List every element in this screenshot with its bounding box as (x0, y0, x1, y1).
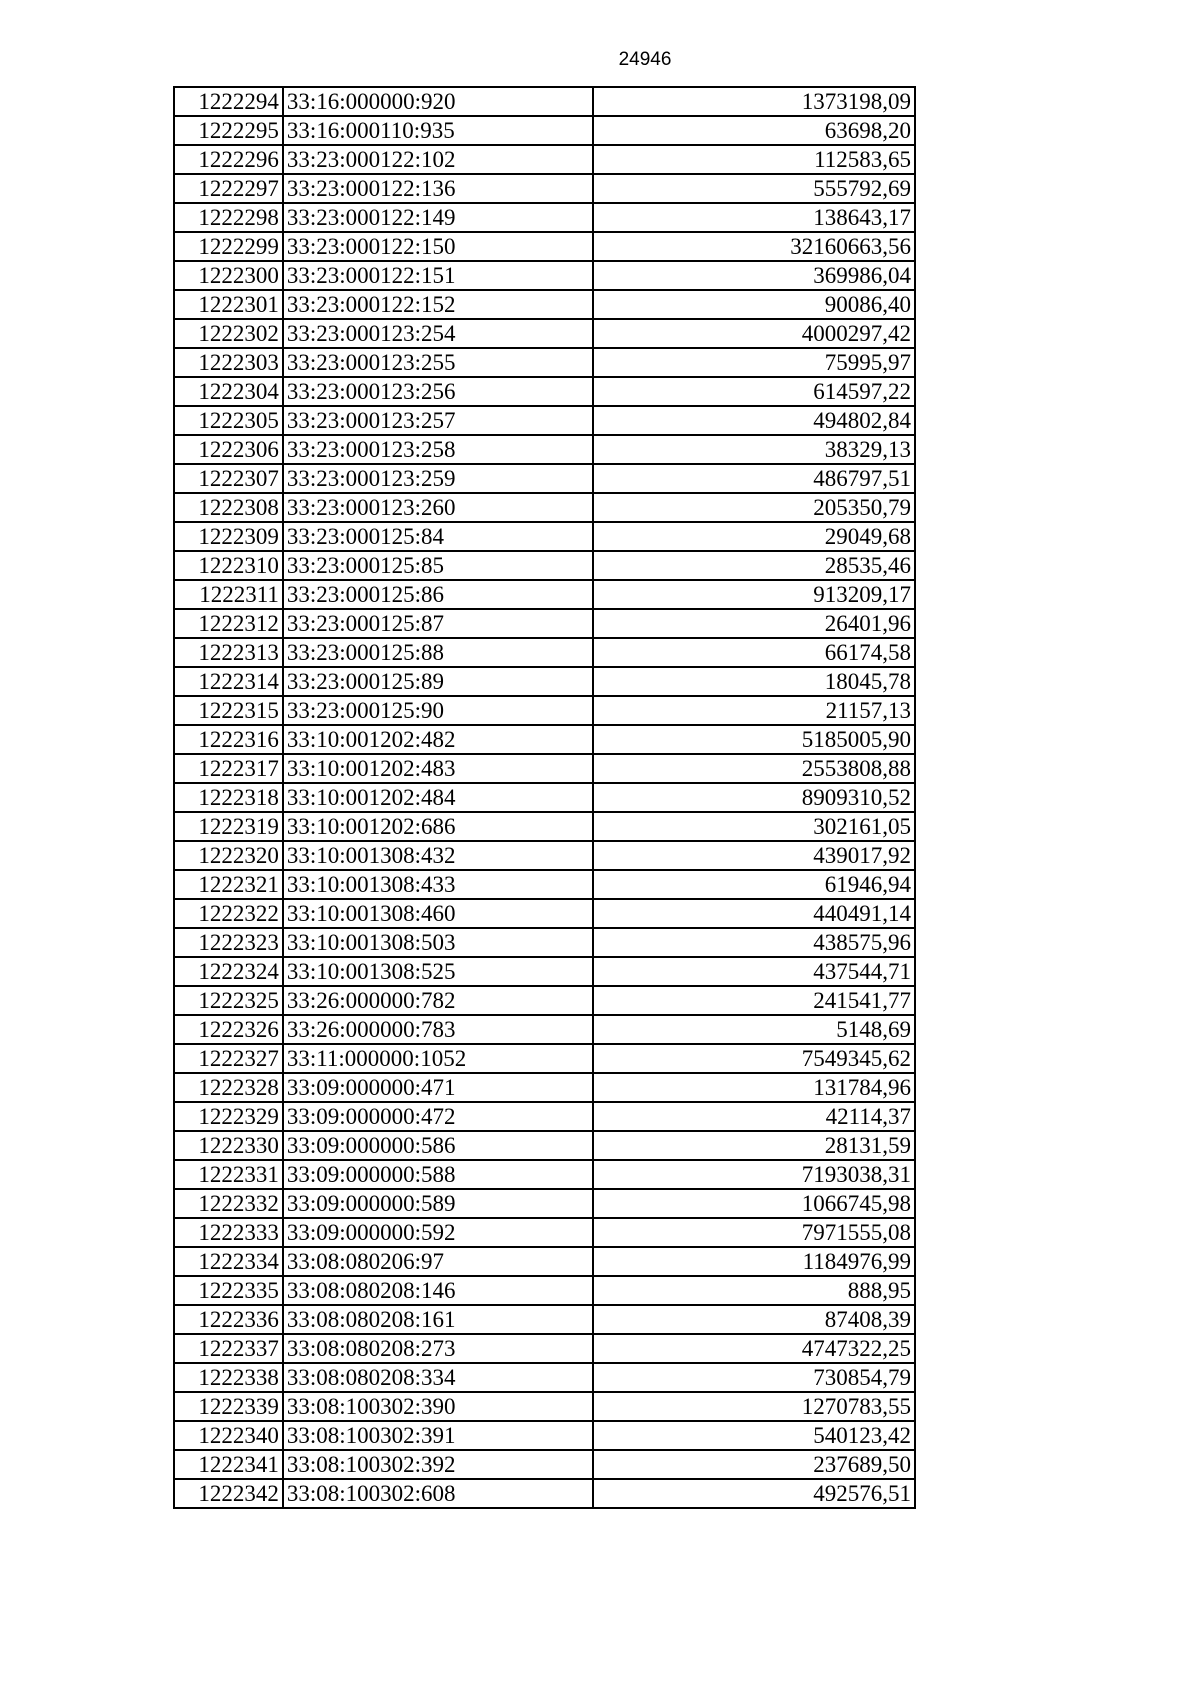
table-row (174, 638, 915, 667)
cadastral-value-table (173, 86, 916, 1509)
cadastral-number-cell: 33:23:000122:151 (283, 261, 594, 290)
row-id-cell: 1222336 (174, 1305, 283, 1334)
table-row (174, 986, 915, 1015)
table-body (174, 87, 915, 1508)
row-id-cell: 1222321 (174, 870, 283, 899)
row-id-cell: 1222299 (174, 232, 283, 261)
page-number: 24946 (618, 49, 672, 70)
cadastral-number-cell: 33:16:000000:920 (283, 87, 594, 116)
row-id-cell: 1222305 (174, 406, 283, 435)
table-row (174, 493, 915, 522)
cadastral-number-cell: 33:23:000122:152 (283, 290, 594, 319)
row-id-cell: 1222315 (174, 696, 283, 725)
table-row (174, 1218, 915, 1247)
cadastral-number-cell: 33:10:001308:460 (283, 899, 594, 928)
table-row (174, 1015, 915, 1044)
row-id-cell: 1222297 (174, 174, 283, 203)
row-id-cell: 1222331 (174, 1160, 283, 1189)
row-id-cell: 1222306 (174, 435, 283, 464)
cadastral-value-cell: 7971555,08 (593, 1218, 915, 1247)
cadastral-number-cell: 33:10:001308:433 (283, 870, 594, 899)
cadastral-value-cell: 369986,04 (593, 261, 915, 290)
row-id-cell: 1222298 (174, 203, 283, 232)
cadastral-value-cell: 32160663,56 (593, 232, 915, 261)
cadastral-value-cell: 4000297,42 (593, 319, 915, 348)
cadastral-number-cell: 33:26:000000:783 (283, 1015, 594, 1044)
table-row (174, 290, 915, 319)
cadastral-value-cell: 492576,51 (593, 1479, 915, 1508)
table-row (174, 435, 915, 464)
row-id-cell: 1222337 (174, 1334, 283, 1363)
table-row (174, 87, 915, 116)
table-row (174, 1044, 915, 1073)
table-row (174, 348, 915, 377)
table-row (174, 174, 915, 203)
cadastral-value-cell: 75995,97 (593, 348, 915, 377)
table-row (174, 812, 915, 841)
row-id-cell: 1222327 (174, 1044, 283, 1073)
table-row (174, 1073, 915, 1102)
table-row (174, 1247, 915, 1276)
table-row (174, 899, 915, 928)
table-row (174, 1305, 915, 1334)
row-id-cell: 1222308 (174, 493, 283, 522)
cadastral-number-cell: 33:23:000122:136 (283, 174, 594, 203)
row-id-cell: 1222295 (174, 116, 283, 145)
table-row (174, 1276, 915, 1305)
table-row (174, 145, 915, 174)
cadastral-value-cell: 61946,94 (593, 870, 915, 899)
row-id-cell: 1222301 (174, 290, 283, 319)
cadastral-number-cell: 33:23:000125:89 (283, 667, 594, 696)
cadastral-number-cell: 33:10:001202:686 (283, 812, 594, 841)
row-id-cell: 1222340 (174, 1421, 283, 1450)
table-row (174, 957, 915, 986)
cadastral-value-cell: 90086,40 (593, 290, 915, 319)
row-id-cell: 1222310 (174, 551, 283, 580)
cadastral-number-cell: 33:23:000125:84 (283, 522, 594, 551)
cadastral-value-cell: 438575,96 (593, 928, 915, 957)
row-id-cell: 1222317 (174, 754, 283, 783)
row-id-cell: 1222328 (174, 1073, 283, 1102)
cadastral-value-cell: 7193038,31 (593, 1160, 915, 1189)
cadastral-value-cell: 205350,79 (593, 493, 915, 522)
cadastral-value-cell: 1066745,98 (593, 1189, 915, 1218)
row-id-cell: 1222302 (174, 319, 283, 348)
table-row (174, 464, 915, 493)
table-row (174, 1102, 915, 1131)
row-id-cell: 1222333 (174, 1218, 283, 1247)
row-id-cell: 1222334 (174, 1247, 283, 1276)
cadastral-number-cell: 33:23:000125:87 (283, 609, 594, 638)
table-row (174, 1160, 915, 1189)
cadastral-number-cell: 33:23:000123:256 (283, 377, 594, 406)
cadastral-number-cell: 33:23:000125:90 (283, 696, 594, 725)
cadastral-value-cell: 4747322,25 (593, 1334, 915, 1363)
table-row (174, 551, 915, 580)
cadastral-number-cell: 33:10:001202:482 (283, 725, 594, 754)
cadastral-number-cell: 33:23:000122:102 (283, 145, 594, 174)
table-row (174, 522, 915, 551)
row-id-cell: 1222304 (174, 377, 283, 406)
cadastral-value-cell: 21157,13 (593, 696, 915, 725)
cadastral-value-cell: 302161,05 (593, 812, 915, 841)
cadastral-value-cell: 5185005,90 (593, 725, 915, 754)
table-row (174, 377, 915, 406)
cadastral-number-cell: 33:23:000125:85 (283, 551, 594, 580)
row-id-cell: 1222316 (174, 725, 283, 754)
cadastral-number-cell: 33:23:000122:150 (283, 232, 594, 261)
cadastral-value-cell: 1270783,55 (593, 1392, 915, 1421)
table-row (174, 116, 915, 145)
table-row (174, 696, 915, 725)
row-id-cell: 1222326 (174, 1015, 283, 1044)
table-row (174, 580, 915, 609)
row-id-cell: 1222329 (174, 1102, 283, 1131)
table-row (174, 783, 915, 812)
cadastral-value-cell: 2553808,88 (593, 754, 915, 783)
cadastral-number-cell: 33:09:000000:588 (283, 1160, 594, 1189)
cadastral-value-cell: 42114,37 (593, 1102, 915, 1131)
row-id-cell: 1222339 (174, 1392, 283, 1421)
cadastral-number-cell: 33:23:000123:254 (283, 319, 594, 348)
cadastral-value-cell: 63698,20 (593, 116, 915, 145)
cadastral-number-cell: 33:11:000000:1052 (283, 1044, 594, 1073)
table-row (174, 1392, 915, 1421)
table-row (174, 1363, 915, 1392)
row-id-cell: 1222313 (174, 638, 283, 667)
cadastral-number-cell: 33:09:000000:592 (283, 1218, 594, 1247)
cadastral-number-cell: 33:08:080208:334 (283, 1363, 594, 1392)
table-row (174, 667, 915, 696)
row-id-cell: 1222312 (174, 609, 283, 638)
row-id-cell: 1222318 (174, 783, 283, 812)
cadastral-value-cell: 28131,59 (593, 1131, 915, 1160)
row-id-cell: 1222325 (174, 986, 283, 1015)
cadastral-value-cell: 26401,96 (593, 609, 915, 638)
cadastral-value-cell: 38329,13 (593, 435, 915, 464)
cadastral-number-cell: 33:09:000000:471 (283, 1073, 594, 1102)
row-id-cell: 1222300 (174, 261, 283, 290)
cadastral-value-cell: 1373198,09 (593, 87, 915, 116)
cadastral-value-cell: 29049,68 (593, 522, 915, 551)
row-id-cell: 1222330 (174, 1131, 283, 1160)
cadastral-number-cell: 33:10:001308:503 (283, 928, 594, 957)
cadastral-value-cell: 1184976,99 (593, 1247, 915, 1276)
cadastral-value-cell: 112583,65 (593, 145, 915, 174)
cadastral-value-cell: 888,95 (593, 1276, 915, 1305)
cadastral-value-cell: 8909310,52 (593, 783, 915, 812)
cadastral-number-cell: 33:23:000123:259 (283, 464, 594, 493)
cadastral-number-cell: 33:23:000123:258 (283, 435, 594, 464)
cadastral-number-cell: 33:10:001308:432 (283, 841, 594, 870)
row-id-cell: 1222341 (174, 1450, 283, 1479)
row-id-cell: 1222311 (174, 580, 283, 609)
row-id-cell: 1222342 (174, 1479, 283, 1508)
cadastral-value-cell: 131784,96 (593, 1073, 915, 1102)
cadastral-number-cell: 33:23:000123:260 (283, 493, 594, 522)
cadastral-number-cell: 33:08:100302:390 (283, 1392, 594, 1421)
cadastral-number-cell: 33:23:000122:149 (283, 203, 594, 232)
row-id-cell: 1222319 (174, 812, 283, 841)
row-id-cell: 1222338 (174, 1363, 283, 1392)
cadastral-number-cell: 33:10:001308:525 (283, 957, 594, 986)
cadastral-value-cell: 437544,71 (593, 957, 915, 986)
table-row (174, 1131, 915, 1160)
cadastral-number-cell: 33:08:080208:146 (283, 1276, 594, 1305)
table-row (174, 725, 915, 754)
row-id-cell: 1222309 (174, 522, 283, 551)
cadastral-number-cell: 33:23:000123:257 (283, 406, 594, 435)
table-row (174, 232, 915, 261)
cadastral-number-cell: 33:09:000000:472 (283, 1102, 594, 1131)
row-id-cell: 1222335 (174, 1276, 283, 1305)
cadastral-value-cell: 730854,79 (593, 1363, 915, 1392)
cadastral-value-cell: 913209,17 (593, 580, 915, 609)
cadastral-value-cell: 440491,14 (593, 899, 915, 928)
table-row (174, 609, 915, 638)
table-row (174, 203, 915, 232)
cadastral-number-cell: 33:23:000123:255 (283, 348, 594, 377)
row-id-cell: 1222303 (174, 348, 283, 377)
cadastral-value-cell: 5148,69 (593, 1015, 915, 1044)
table-row (174, 754, 915, 783)
row-id-cell: 1222332 (174, 1189, 283, 1218)
cadastral-number-cell: 33:08:100302:391 (283, 1421, 594, 1450)
cadastral-value-cell: 439017,92 (593, 841, 915, 870)
row-id-cell: 1222294 (174, 87, 283, 116)
cadastral-value-cell: 28535,46 (593, 551, 915, 580)
cadastral-number-cell: 33:09:000000:589 (283, 1189, 594, 1218)
cadastral-value-cell: 66174,58 (593, 638, 915, 667)
table-row (174, 1450, 915, 1479)
table-row (174, 1334, 915, 1363)
row-id-cell: 1222307 (174, 464, 283, 493)
table-row (174, 261, 915, 290)
cadastral-value-cell: 237689,50 (593, 1450, 915, 1479)
cadastral-value-cell: 494802,84 (593, 406, 915, 435)
table-row (174, 1479, 915, 1508)
cadastral-number-cell: 33:23:000125:86 (283, 580, 594, 609)
table-row (174, 928, 915, 957)
row-id-cell: 1222320 (174, 841, 283, 870)
cadastral-value-cell: 18045,78 (593, 667, 915, 696)
table-row (174, 319, 915, 348)
cadastral-number-cell: 33:08:080208:161 (283, 1305, 594, 1334)
cadastral-value-cell: 138643,17 (593, 203, 915, 232)
cadastral-number-cell: 33:10:001202:483 (283, 754, 594, 783)
cadastral-number-cell: 33:08:080206:97 (283, 1247, 594, 1276)
cadastral-number-cell: 33:08:100302:608 (283, 1479, 594, 1508)
cadastral-number-cell: 33:16:000110:935 (283, 116, 594, 145)
cadastral-value-cell: 241541,77 (593, 986, 915, 1015)
cadastral-number-cell: 33:08:080208:273 (283, 1334, 594, 1363)
cadastral-number-cell: 33:08:100302:392 (283, 1450, 594, 1479)
cadastral-number-cell: 33:23:000125:88 (283, 638, 594, 667)
cadastral-value-cell: 540123,42 (593, 1421, 915, 1450)
table-row (174, 406, 915, 435)
cadastral-value-cell: 7549345,62 (593, 1044, 915, 1073)
cadastral-number-cell: 33:26:000000:782 (283, 986, 594, 1015)
row-id-cell: 1222314 (174, 667, 283, 696)
table-row (174, 1189, 915, 1218)
row-id-cell: 1222323 (174, 928, 283, 957)
cadastral-value-cell: 486797,51 (593, 464, 915, 493)
row-id-cell: 1222296 (174, 145, 283, 174)
cadastral-number-cell: 33:09:000000:586 (283, 1131, 594, 1160)
row-id-cell: 1222324 (174, 957, 283, 986)
table-row (174, 870, 915, 899)
table-row (174, 1421, 915, 1450)
cadastral-number-cell: 33:10:001202:484 (283, 783, 594, 812)
cadastral-value-cell: 614597,22 (593, 377, 915, 406)
cadastral-value-cell: 87408,39 (593, 1305, 915, 1334)
table-row (174, 841, 915, 870)
cadastral-value-cell: 555792,69 (593, 174, 915, 203)
row-id-cell: 1222322 (174, 899, 283, 928)
